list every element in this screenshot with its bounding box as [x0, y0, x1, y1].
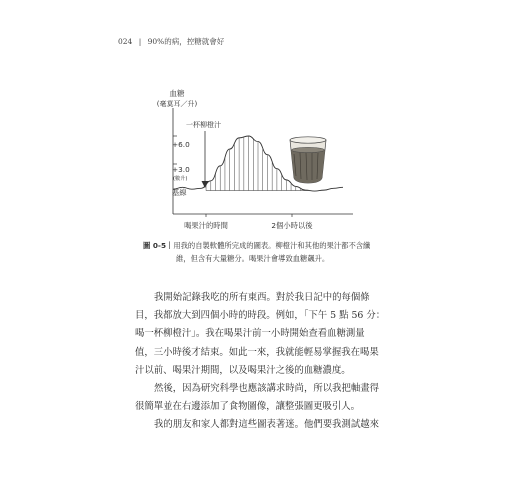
- xlabel-left: 喝果汁的時間: [184, 221, 228, 230]
- ytick-note: (數升): [173, 176, 188, 182]
- ytick-label-6: +6.0: [172, 140, 190, 149]
- caption-label: 圖 0-5｜: [143, 241, 174, 250]
- body-line: 我開始記錄我吃的所有東西。對於我日記中的每個條: [154, 292, 370, 303]
- ylabel-line1: 血糖: [169, 89, 185, 98]
- header-separator: |: [138, 37, 142, 46]
- caption-line1: 用我的自製軟體所完成的圖表。柳橙汁和其他的果汁都不含纖: [173, 241, 371, 250]
- xlabel-right: 2個小時以後: [271, 221, 313, 230]
- juice-glass-icon: [290, 137, 326, 183]
- body-line: 很簡單並在右邊添加了食物圖像，讓整張圖更吸引人。: [135, 401, 361, 413]
- book-title: 90%的病，控糖就會好: [147, 37, 225, 46]
- body-line: 目，我都放大到四個小時的時段。例如，「下午 5 點 56 分：: [135, 310, 386, 322]
- glucose-chart: [0, 0, 520, 240]
- ylabel-line2: (毫莫耳／升): [156, 100, 198, 108]
- juice-arrow-head: [202, 181, 209, 188]
- body-line: 我的朋友和家人都對這些圖表著迷。他們要我測試越來: [154, 419, 380, 431]
- ytick-label-3: +3.0: [172, 165, 190, 174]
- caption-line2: 維，但含有大量糖分。喝果汁會導致血糖飆升。: [176, 254, 330, 263]
- body-line: 值，三小時後才結束。如此一來，我就能輕易掌握我在喝果: [135, 346, 379, 358]
- body-line: 喝一杯柳橙汁」。我在喝果汁前一小時開始查看血糖測量: [135, 328, 365, 340]
- body-line: 然後，因為研究科學也應該講求時尚，所以我把軸畫得: [154, 383, 380, 395]
- ytick-label-baseline: 基線: [172, 188, 187, 197]
- juice-annotation: 一杯柳橙汁: [186, 121, 221, 129]
- body-line: 汁以前、喝果汁期間，以及喝果汁之後的血糖濃度。: [135, 364, 351, 376]
- figure-caption: [143, 239, 383, 265]
- page-number: 024: [118, 37, 133, 46]
- body-text: [135, 289, 385, 435]
